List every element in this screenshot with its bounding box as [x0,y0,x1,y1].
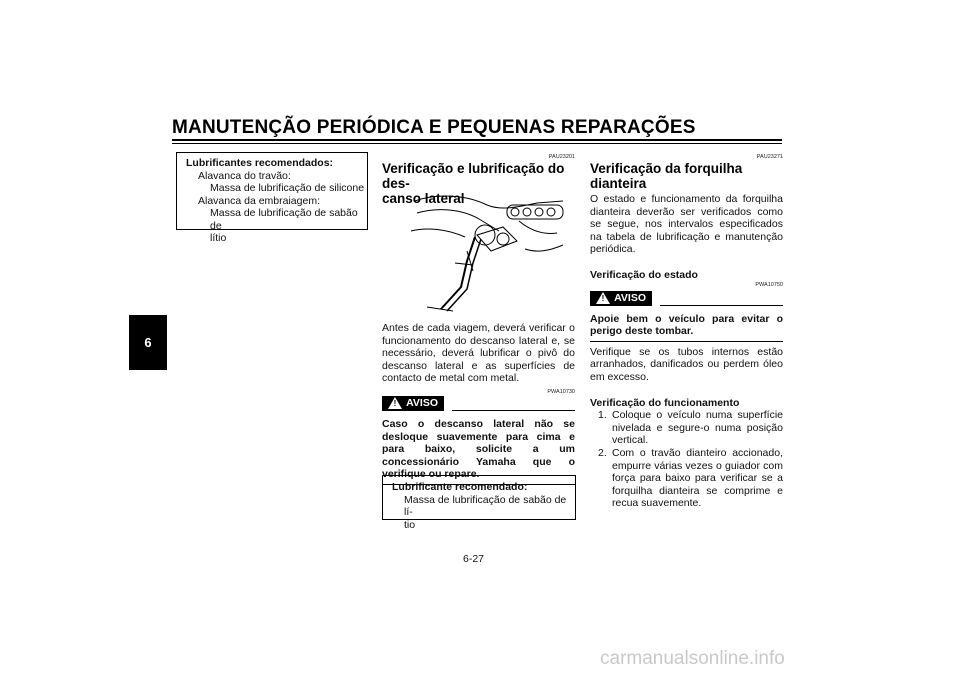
list-text: Coloque o veículo numa superfície nivelada e segure-o numa posição vertical. [612,409,783,447]
sidestand-body [382,322,575,485]
state-check-text: Verifique se os tubos internos estão arranhados, danificados ou perdem óleo em excesso. [590,345,783,383]
subsection-heading: Verificação do funcionamento [590,396,740,409]
fork-intro: O estado e funcionamento da forquilha dianteira deverão ser verificados como se segue, nos intervalos especificados na tabela de lubrificação e manutenção periódica. [590,193,783,256]
warning-header [382,396,575,412]
exclamation-icon: ! [601,293,605,303]
section-title: Verificação da forquilha dianteira [590,161,743,191]
warning-code: PWA10750 [755,281,783,288]
chapter-tab: 6 [129,315,167,370]
lubricant-box [382,475,576,531]
lubricants-line: Massa de lubrificação de sabão de [210,207,358,232]
subsection-heading: Verificação do estado [590,268,698,281]
section-title-line: canso lateral [382,191,465,206]
list-number: 1. [598,409,607,422]
section-code: PAU23201 [548,154,575,160]
list-item [590,447,783,510]
lubricant-line: Massa de lubrificação de sabão de lí- [404,493,567,518]
warning-rule [660,305,783,306]
warning-label: AVISO [614,291,646,304]
lubricant-line: tio [404,518,416,531]
warning-label: AVISO [406,397,438,410]
exclamation-icon: ! [393,398,397,408]
warning-header [590,291,783,307]
lubricants-box [176,152,368,244]
warning-badge [590,291,652,306]
lubricants-line: lítio [210,232,227,244]
warning-text: Caso o descanso lateral não se desloque suavemente para cima e para baixo, solicite a um concessionário Yamaha que o verifique ou repare. [382,417,575,481]
sidestand-illustration [407,191,567,313]
page-title: MANUTENÇÃO PERIÓDICA E PEQUENAS REPARAÇÕES [172,117,696,138]
page-number: 6-27 [463,553,485,565]
lubricants-heading: Lubrificantes recomendados: [186,157,334,169]
lubricants-line: Alavanca da embraiagem: [198,194,320,207]
section-code: PAU23271 [756,154,783,160]
warning-text: Apoie bem o veículo para evitar o perigo deste tombar. [590,312,783,338]
list-number: 2. [598,446,607,459]
list-text: Com o travão dianteiro accionado, empurre várias vezes o guiador com força para baixo para verificar se a forquilha dianteira se comprime e recua suavemente. [612,446,783,510]
lubricants-line: Massa de lubrificação de silicone [210,182,365,194]
lubricants-line: Alavanca do travão: [198,169,291,182]
watermark: carmanualsonline.info [600,648,785,669]
list-item [590,409,783,447]
front-fork-section [590,154,783,510]
warning-code: PWA10730 [547,388,575,395]
section-title-line: Verificação e lubrificação do des- [382,161,565,191]
lubricant-heading: Lubrificante recomendado: [392,481,528,493]
header-rule-thin [172,143,782,144]
header-rule-thick [172,139,782,141]
warning-bottom-rule [590,341,783,342]
warning-badge [382,396,444,411]
sidestand-paragraph: Antes de cada viagem, deverá verificar o funcionamento do descanso lateral e, se necessário, deverá lubrificar o pivô do descanso lateral e as superfícies de contacto de metal com metal. [382,322,575,385]
warning-rule [452,410,575,411]
